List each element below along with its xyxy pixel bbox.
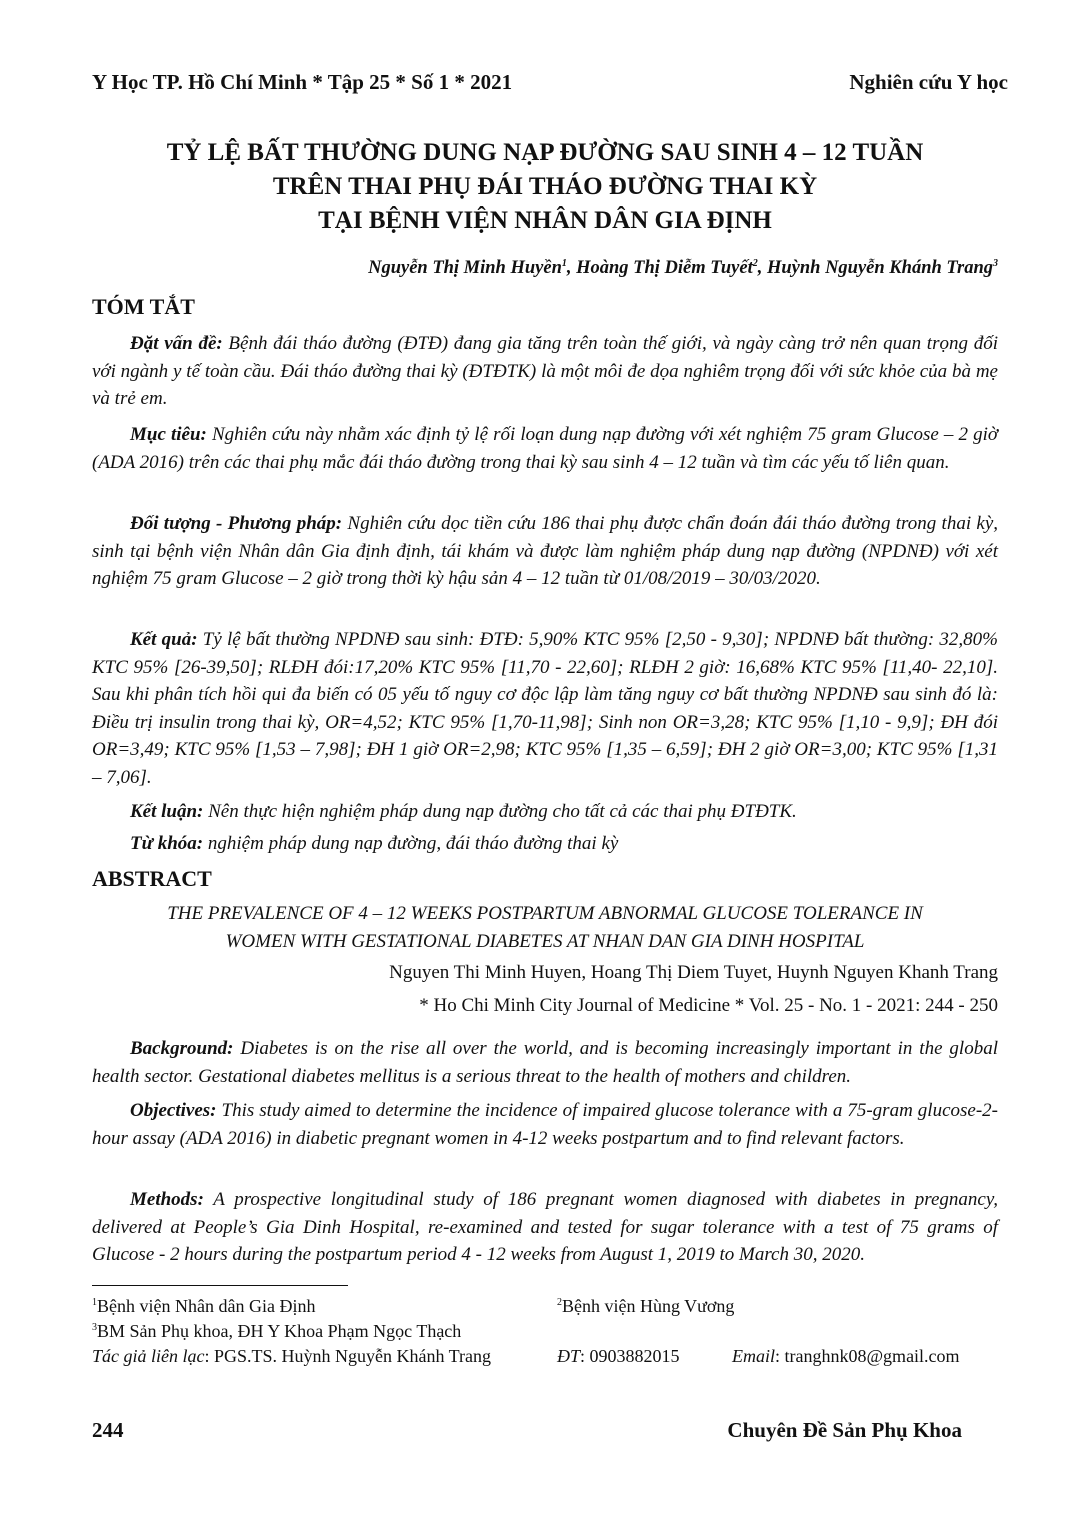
paragraph-text: nghiệm pháp dung nạp đường, đái tháo đường thai kỳ [203, 833, 619, 854]
phone-number: : 0903882015 [580, 1346, 680, 1366]
summary-paragraph-objectives [92, 421, 998, 476]
english-title-line: THE PREVALENCE OF 4 – 12 WEEKS POSTPARTUM ABNORMAL GLUCOSE TOLERANCE IN [167, 903, 923, 924]
author-separator: , [757, 258, 767, 279]
paragraph-label: Background: [130, 1038, 234, 1059]
title-line: TỶ LỆ BẤT THƯỜNG DUNG NẠP ĐƯỜNG SAU SINH 4 – 12 TUẦN [166, 139, 924, 166]
phone-label: ĐT [557, 1346, 581, 1366]
paragraph-label: Từ khóa: [130, 833, 204, 854]
summary-paragraph-results [92, 626, 998, 791]
summary-paragraph-methods [92, 510, 998, 593]
article-title [92, 136, 998, 238]
author-name: Hoàng Thị Diễm Tuyết [576, 258, 753, 279]
paragraph-label: Đối tượng - Phương pháp: [130, 513, 343, 534]
english-authors: Nguyen Thi Minh Huyen, Hoang Thị Diem Tuyet, Huynh Nguyen Khanh Trang [389, 962, 998, 983]
paragraph-text: Nghiên cứu này nhằm xác định tỷ lệ rối loạn dung nạp đường với xét nghiệm 75 gram Glucose – 2 giờ (ADA 2016) trên các thai phụ mắc đái tháo đường trong thai kỳ sau sinh 4 – 12 tuần và tìm các yếu tố liên quan. [92, 424, 998, 473]
paragraph-label: Mục tiêu: [130, 424, 207, 445]
author-name: Huỳnh Nguyễn Khánh Trang [766, 258, 993, 279]
author-list [368, 258, 998, 279]
author-separator: , [566, 258, 577, 279]
paragraph-text: Nghiên cứu dọc tiền cứu 186 thai phụ được chẩn đoán đái tháo đường trong thai kỳ, sinh tại bệnh viện Nhân dân Gia định định, tái khám và được làm nghiệm pháp dung nạp đường (NPDNĐ) với xét nghiệm 75 gram Glucose – 2 giờ trong thời kỳ hậu sản 4 – 12 tuần từ 01/08/2019 – 30/03/2020. [92, 513, 998, 589]
journal-header: Y Học TP. Hồ Chí Minh * Tập 25 * Số 1 * 2021 [92, 70, 513, 94]
footnote-affiliation-1 [92, 1296, 315, 1317]
abstract-paragraph-methods [92, 1186, 998, 1269]
email-address: : tranghnk08@gmail.com [775, 1346, 960, 1366]
contact-name: : PGS.TS. Huỳnh Nguyễn Khánh Trang [204, 1346, 492, 1366]
footnote-text: Bệnh viện Nhân dân Gia Định [97, 1296, 316, 1316]
contact-label: Tác giả liên lạc [92, 1346, 205, 1366]
paragraph-text: A prospective longitudinal study of 186 pregnant women diagnosed with diabetes in pregnancy, delivered at People’s Gia Dinh Hospital, re-examined and tested for sugar tolerance with a test of 75 grams of Glucose - 2 hours during the postpartum period 4 - 12 weeks from August 1, 2019 to March 30, 2020. [92, 1189, 998, 1265]
author-affiliation: 3 [993, 258, 998, 269]
footnote-marker: 2 [557, 1297, 562, 1308]
paragraph-text: This study aimed to determine the incidence of impaired glucose tolerance with a 75-gram glucose-2-hour assay (ADA 2016) in diabetic pregnant women in 4-12 weeks postpartum and to find relevant factors. [92, 1100, 998, 1149]
summary-paragraph-keywords [92, 830, 998, 858]
paragraph-text: Diabetes is on the rise all over the world, and is becoming increasingly important in the global health sector. Gestational diabetes mellitus is a serious threat to the health of mothers and children. [92, 1038, 998, 1087]
email-label: Email [732, 1346, 775, 1366]
corresponding-author [92, 1346, 491, 1367]
abstract-paragraph-objectives [92, 1097, 998, 1152]
english-title [92, 900, 998, 956]
title-line: TẠI BỆNH VIỆN NHÂN DÂN GIA ĐỊNH [318, 207, 772, 234]
section-header: Nghiên cứu Y học [849, 70, 1008, 94]
author-name: Nguyễn Thị Minh Huyền [368, 258, 562, 279]
summary-paragraph-background [92, 330, 998, 413]
author-affiliation: 1 [561, 258, 567, 269]
paragraph-text: Bệnh đái tháo đường (ĐTĐ) đang gia tăng trên toàn thế giới, và ngày càng trở nên quan trọng đối với ngành y tế toàn cầu. Đái tháo đường thai kỳ (ĐTĐTK) là một môi đe dọa nghiêm trọng đối với sức khỏe của bà mẹ và trẻ em. [92, 333, 998, 409]
paragraph-label: Đặt vấn đề: [130, 333, 223, 354]
citation: * Ho Chi Minh City Journal of Medicine * Vol. 25 - No. 1 - 2021: 244 - 250 [419, 995, 998, 1016]
paragraph-label: Methods: [130, 1189, 204, 1210]
english-title-line: WOMEN WITH GESTATIONAL DIABETES AT NHAN DAN GIA DINH HOSPITAL [225, 931, 865, 952]
paragraph-text: Tỷ lệ bất thường NPDNĐ sau sinh: ĐTĐ: 5,90% KTC 95% [2,50 - 9,30]; NPDNĐ bất thường: 32,80% KTC 95% [26-39,50]; RLĐH đói:17,20% KTC 95% [11,70 - 22,60]; RLĐH 2 giờ: 16,68% KTC 95% [11,40- 22,10]. Sau khi phân tích hồi qui đa biến có 05 yếu tố nguy cơ độc lập làm tăng nguy cơ bất thường NPDNĐ sau sinh đó là: Điều trị insulin trong thai kỳ, OR=4,52; KTC 95% [1,70-11,98]; Sinh non OR=3,28; KTC 95% [1,10 - 9,9]; ĐH đói OR=3,49; KTC 95% [1,53 – 7,98]; ĐH 1 giờ OR=2,98; KTC 95% [1,35 – 6,59]; ĐH 2 giờ OR=3,00; KTC 95% [1,31 – 7,06]. [92, 629, 999, 788]
page-number: 244 [92, 1418, 124, 1442]
footer-section: Chuyên Đề Sản Phụ Khoa [727, 1418, 962, 1442]
footnote-divider [92, 1285, 348, 1286]
footnote-marker: 1 [92, 1297, 97, 1308]
author-affiliation: 2 [752, 258, 758, 269]
paragraph-label: Kết quả: [130, 629, 198, 650]
paragraph-label: Kết luận: [130, 801, 204, 822]
phone [557, 1346, 680, 1367]
paragraph-text: Nên thực hiện nghiệm pháp dung nạp đường cho tất cả các thai phụ ĐTĐTK. [203, 801, 797, 822]
footnote-marker: 3 [92, 1322, 97, 1333]
footnote-text: Bệnh viện Hùng Vương [562, 1296, 735, 1316]
footnote-text: BM Sản Phụ khoa, ĐH Y Khoa Phạm Ngọc Thạch [97, 1321, 462, 1341]
title-line: TRÊN THAI PHỤ ĐÁI THÁO ĐƯỜNG THAI KỲ [272, 173, 818, 200]
abstract-heading: ABSTRACT [92, 866, 212, 891]
summary-paragraph-conclusion [92, 798, 998, 826]
footnote-affiliation-2 [557, 1296, 734, 1317]
email [732, 1346, 960, 1367]
footnote-affiliation-3 [92, 1321, 461, 1342]
paragraph-label: Objectives: [130, 1100, 217, 1121]
abstract-paragraph-background [92, 1035, 998, 1090]
summary-heading: TÓM TẮT [92, 294, 195, 319]
